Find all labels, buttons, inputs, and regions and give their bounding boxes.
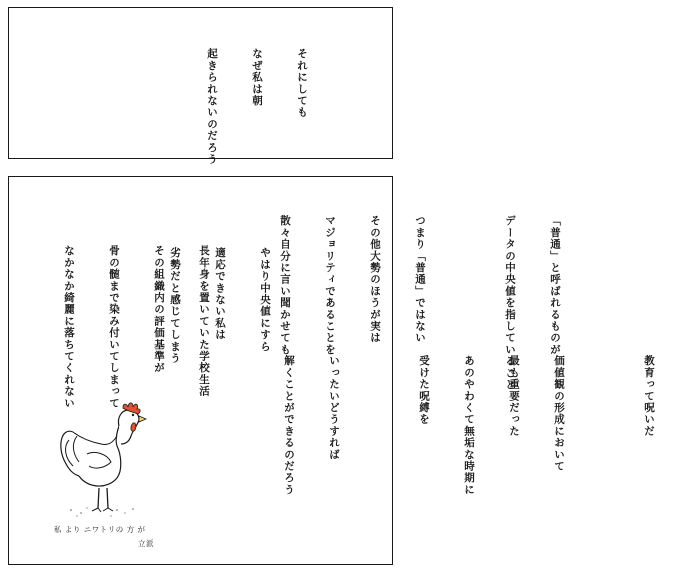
caption-line-2: 立派	[138, 539, 154, 548]
comic-panel-top	[8, 7, 393, 165]
text-line	[596, 355, 611, 495]
comic-panel-bottom	[8, 176, 655, 565]
caption-line-1: 私 より ニワトリの 方 が	[54, 525, 146, 534]
text-line: データの中央値を指していること	[504, 215, 516, 391]
text-line: 散々自分に言い聞かせても	[279, 215, 291, 356]
text-line: あのやわくて無垢な時期に	[463, 355, 475, 496]
text-line: 最も重要だった	[508, 355, 520, 437]
panel2-text-block-d	[251, 355, 686, 495]
panel2-text-block-c	[31, 245, 241, 409]
text-line: 骨の髄まで染み付いてしまって	[108, 245, 120, 409]
panel1-vertical-text	[174, 48, 339, 165]
text-line: マジョリティであることを	[324, 215, 336, 356]
text-line: その組織内の評価基準が	[153, 245, 165, 374]
rooster-caption	[54, 525, 154, 549]
text-line: つまり「普通」ではない	[414, 215, 426, 344]
text-line: 劣勢だと感じてしまう	[169, 247, 181, 364]
text-line: 受けた呪縛を	[418, 355, 430, 426]
text-line: 教育って呪いだ	[643, 355, 655, 437]
text-line: 価値観の形成において	[553, 355, 565, 472]
panel1-line: 起きられないのだろう	[206, 48, 218, 165]
text-line	[371, 355, 386, 495]
text-line: 「普通」と呼ばれるものが	[549, 215, 561, 356]
panel1-line: なぜ私は朝	[251, 48, 263, 107]
text-line: 適応できない私は	[214, 247, 226, 341]
text-line: なかなか綺麗に落ちてくれない	[63, 245, 75, 409]
text-line: その他大勢のほうが実は	[369, 215, 381, 344]
text-line: 解くことができるのだろう	[283, 355, 295, 496]
rooster-illustration	[51, 392, 151, 522]
text-line: 長年身を置いていた学校生活	[198, 245, 210, 398]
text-line: やはり中央値にすら	[259, 247, 271, 353]
text-line: いったいどうすれば	[328, 355, 340, 461]
panel1-line: それにしても	[296, 48, 308, 119]
